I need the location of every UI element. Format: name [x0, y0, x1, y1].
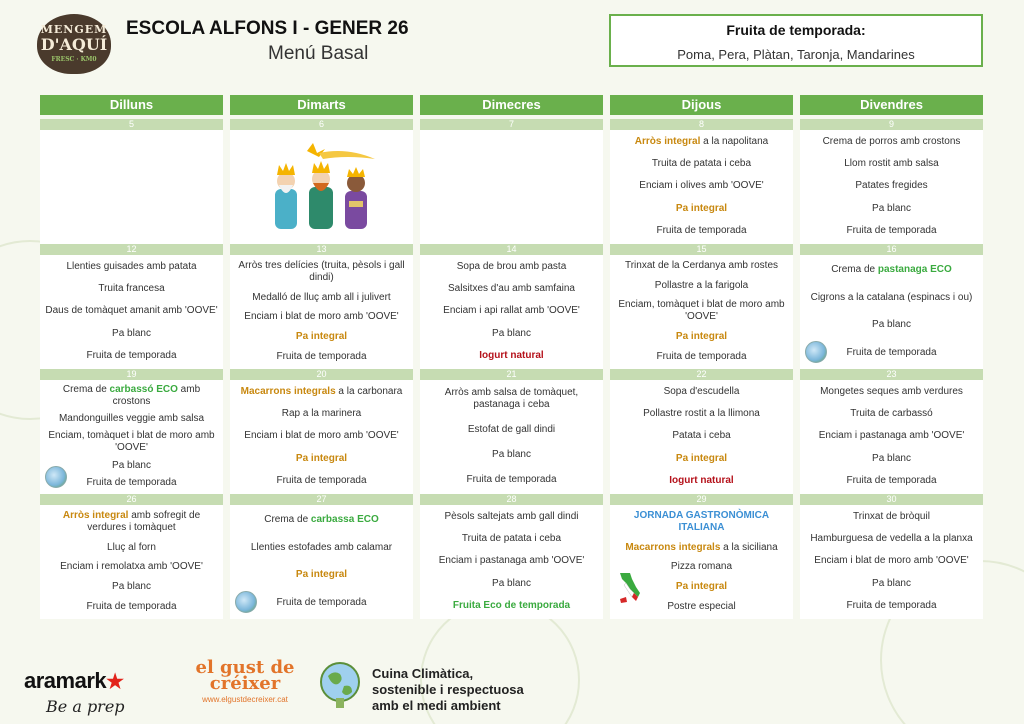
menu-item — [234, 311, 409, 323]
menu-item — [424, 305, 599, 317]
gust-de-creixer-logo — [185, 657, 305, 704]
menu-day-items — [800, 380, 983, 494]
menu-item — [234, 514, 409, 526]
menu-item — [614, 386, 789, 398]
day-number: 21 — [420, 369, 603, 380]
menu-day-cell — [40, 119, 223, 244]
menu-item — [614, 280, 789, 292]
day-number: 13 — [230, 244, 413, 255]
menu-day-items — [610, 505, 793, 619]
menu-item-text: Salsitxes d'au amb samfaina — [448, 283, 575, 295]
italy-map-icon — [616, 571, 642, 605]
menu-item — [804, 578, 979, 590]
menu-day-items — [420, 505, 603, 619]
menu-item — [614, 475, 789, 487]
climate-globe-icon — [318, 660, 362, 710]
menu-item-text: Iogurt natural — [669, 474, 734, 486]
menu-item-text: Fruita de temporada — [86, 477, 177, 489]
menu-item-text: Postre especial — [667, 601, 736, 613]
menu-item-text: carbassó ECO — [109, 383, 178, 395]
menu-item — [424, 511, 599, 523]
menu-item — [804, 319, 979, 331]
menu-day-items — [230, 130, 413, 244]
menu-item — [424, 533, 599, 545]
menu-item-text: Pa integral — [295, 452, 348, 464]
aramark-logo — [24, 668, 124, 694]
menu-item — [804, 533, 979, 545]
menu-item-text: Pa blanc — [492, 327, 531, 339]
menu-item-text: Pa integral — [675, 202, 728, 214]
menu-item-text: Cigrons a la catalana (espinacs i ou) — [810, 291, 973, 303]
day-number: 7 — [420, 119, 603, 130]
menu-item-text: Macarrons integrals — [240, 386, 336, 398]
menu-item — [804, 430, 979, 442]
menu-item — [44, 261, 219, 273]
menu-day-items — [800, 255, 983, 369]
menu-item-text: Mongetes seques amb verdures — [820, 386, 963, 398]
menu-item — [234, 386, 409, 398]
menu-item — [804, 453, 979, 465]
menu-item-text: Enciam i olives amb 'OOVE' — [639, 180, 764, 192]
menu-item-text: Trinxat de bròquil — [853, 511, 930, 523]
menu-item-text: Fruita de temporada — [846, 224, 937, 236]
menu-item-text: Pa blanc — [112, 581, 151, 593]
menu-item-text: Sopa d'escudella — [663, 386, 740, 398]
aramark-star-icon: ★ — [106, 671, 124, 693]
menu-item-text: Fruita de temporada — [86, 349, 177, 361]
menu-day-cell — [610, 494, 793, 619]
page-subtitle: Menú Basal — [268, 43, 369, 64]
menu-item-text: Pa integral — [675, 581, 728, 593]
menu-day-items — [800, 505, 983, 619]
menu-item-text: Fruita de temporada — [276, 597, 367, 609]
climate-globe-icon — [805, 341, 827, 363]
menu-item — [804, 386, 979, 398]
menu-item-text: Arròs integral — [634, 136, 701, 148]
menu-day-items — [40, 380, 223, 494]
menu-item-text: Enciam, tomàquet i blat de moro amb 'OOVE' — [48, 430, 215, 454]
logo-text: FRESC · KM0 — [51, 56, 97, 63]
menu-day-items — [230, 255, 413, 369]
menu-item-text: Trinxat de la Cerdanya amb rostes — [624, 259, 779, 271]
menu-item-text: Fruita de temporada — [276, 474, 367, 486]
menu-day-items — [40, 505, 223, 619]
menu-day-cell — [610, 369, 793, 494]
menu-day-items — [420, 255, 603, 369]
menu-item — [234, 408, 409, 420]
menu-item — [424, 555, 599, 567]
menu-item — [234, 351, 409, 363]
menu-item-text: Patates fregides — [855, 180, 928, 192]
day-header: Divendres — [800, 95, 983, 115]
logo-text: D'AQUÍ — [40, 35, 108, 54]
day-number: 29 — [610, 494, 793, 505]
menu-item — [614, 136, 789, 148]
menu-item — [234, 475, 409, 487]
menu-item — [804, 180, 979, 192]
day-number: 26 — [40, 494, 223, 505]
menu-item — [424, 600, 599, 612]
menu-item-text: a la carbonara — [335, 386, 403, 398]
menu-item — [804, 555, 979, 567]
menu-day-items — [420, 130, 603, 244]
menu-item — [614, 408, 789, 420]
menu-item — [424, 449, 599, 461]
day-number: 9 — [800, 119, 983, 130]
day-header: Dijous — [610, 95, 793, 115]
menu-item-text: Fruita de temporada — [846, 347, 937, 359]
menu-item — [614, 158, 789, 170]
menu-item — [614, 510, 789, 534]
menu-item — [234, 430, 409, 442]
menu-item-text: carbassa ECO — [310, 513, 379, 525]
menu-item — [804, 136, 979, 148]
day-number: 16 — [800, 244, 983, 255]
menu-item — [424, 283, 599, 295]
menu-item — [44, 413, 219, 425]
menu-item-text: JORNADA GASTRONÒMICA ITALIANA — [633, 509, 770, 533]
menu-item-text: Fruita de temporada — [656, 224, 747, 236]
menu-item-text: Crema de — [62, 383, 110, 395]
menu-day-items — [230, 380, 413, 494]
menu-item-text: Rap a la marinera — [281, 408, 362, 420]
menu-item-text: Arròs integral — [62, 509, 129, 521]
menu-item-text: Pa blanc — [872, 202, 911, 214]
menu-item — [44, 350, 219, 362]
cuina-line: Cuina Climàtica, — [372, 666, 474, 681]
menu-item — [614, 351, 789, 363]
menu-item — [804, 600, 979, 612]
day-number: 22 — [610, 369, 793, 380]
menu-day-cell — [230, 369, 413, 494]
day-number: 5 — [40, 119, 223, 130]
menu-item — [614, 542, 789, 554]
day-number: 12 — [40, 244, 223, 255]
climate-globe-icon — [235, 591, 257, 613]
menu-day-cell — [230, 119, 413, 244]
menu-item-text: amb crostons — [112, 383, 201, 407]
menu-item — [234, 569, 409, 581]
menu-item — [804, 347, 979, 359]
menu-item-text: Enciam i blat de moro amb 'OOVE' — [244, 430, 399, 442]
menu-item — [234, 260, 409, 284]
menu-item-text: Pa integral — [675, 452, 728, 464]
menu-item-text: Hamburguesa de vedella a la planxa — [810, 533, 973, 545]
menu-item — [614, 331, 789, 343]
mengem-daqui-logo — [37, 14, 111, 74]
menu-day-cell — [420, 244, 603, 369]
menu-item-text: Fruita de temporada — [466, 473, 557, 485]
logo-text: MENGEM — [40, 23, 108, 36]
menu-item — [614, 430, 789, 442]
day-number: 23 — [800, 369, 983, 380]
menu-item — [614, 203, 789, 215]
menu-item-text: Pa blanc — [112, 459, 151, 471]
menu-item — [614, 299, 789, 323]
menu-item-text: Sopa de brou amb pasta — [456, 261, 567, 273]
aramark-wordmark: aramark — [24, 668, 107, 693]
menu-item — [424, 261, 599, 273]
menu-day-cell — [40, 369, 223, 494]
menu-item-text: Pa blanc — [112, 327, 151, 339]
menu-calendar — [40, 95, 983, 619]
menu-day-cell — [40, 244, 223, 369]
menu-item-text: Truita de carbassó — [850, 408, 933, 420]
menu-item — [44, 305, 219, 317]
menu-item — [424, 424, 599, 436]
day-number: 20 — [230, 369, 413, 380]
menu-item-text: Mandonguilles veggie amb salsa — [58, 413, 205, 425]
menu-item-text: Llenties estofades amb calamar — [250, 541, 393, 553]
menu-day-items — [40, 130, 223, 244]
menu-item — [44, 542, 219, 554]
menu-item — [44, 601, 219, 613]
menu-item-text: Llom rostit amb salsa — [844, 158, 939, 170]
menu-day-cell — [800, 119, 983, 244]
day-number: 28 — [420, 494, 603, 505]
menu-item-text: Pa blanc — [872, 577, 911, 589]
menu-item — [804, 475, 979, 487]
menu-item — [44, 460, 219, 472]
seasonal-fruit-box — [609, 14, 983, 67]
menu-item — [44, 384, 219, 408]
menu-day-cell — [420, 119, 603, 244]
menu-item-text: Fruita Eco de temporada — [452, 599, 571, 611]
menu-item-text: Enciam i pastanaga amb 'OOVE' — [818, 430, 965, 442]
menu-item-text: amb sofregit de verdures i tomàquet — [87, 509, 201, 533]
menu-day-items — [610, 255, 793, 369]
menu-item-text: Fruita de temporada — [276, 351, 367, 363]
menu-item-text: Pa integral — [295, 331, 348, 343]
menu-item — [424, 474, 599, 486]
menu-item-text: Arròs amb salsa de tomàquet, pastanaga i ceba — [444, 387, 579, 411]
menu-item — [44, 561, 219, 573]
menu-item-text: Crema de — [264, 513, 311, 525]
menu-day-items — [420, 380, 603, 494]
three-kings-icon — [267, 141, 377, 233]
menu-item — [614, 180, 789, 192]
menu-week — [40, 244, 983, 369]
menu-day-items — [610, 380, 793, 494]
aramark-tagline: Be a prep — [46, 697, 125, 716]
menu-day-cell — [230, 494, 413, 619]
menu-item — [44, 430, 219, 454]
day-number: 27 — [230, 494, 413, 505]
menu-item — [804, 158, 979, 170]
menu-day-cell — [610, 244, 793, 369]
menu-item — [614, 260, 789, 272]
cuina-line: amb el medi ambient — [372, 698, 501, 713]
menu-day-items — [800, 130, 983, 244]
gust-url: www.elgustdecreixer.cat — [202, 695, 288, 704]
menu-item — [44, 477, 219, 489]
menu-day-cell — [420, 369, 603, 494]
menu-item-text: Pollastre rostit a la llimona — [643, 408, 760, 420]
cuina-climatica-text — [372, 666, 524, 714]
menu-item-text: Fruita de temporada — [846, 599, 937, 611]
menu-item-text: Pèsols saltejats amb gall dindi — [444, 511, 579, 523]
menu-item-text: Truita francesa — [98, 283, 165, 295]
menu-item-text: Macarrons integrals — [625, 541, 721, 553]
menu-item — [234, 542, 409, 554]
menu-item — [44, 283, 219, 295]
menu-item-text: Patata i ceba — [672, 430, 731, 442]
menu-item-text: Crema de porros amb crostons — [822, 136, 961, 148]
menu-item — [804, 511, 979, 523]
menu-day-items — [610, 130, 793, 244]
menu-item-text: a la napolitana — [700, 136, 769, 148]
menu-item-text: Iogurt natural — [479, 349, 544, 361]
day-number: 6 — [230, 119, 413, 130]
day-header: Dimarts — [230, 95, 413, 115]
menu-item-text: Fruita de temporada — [656, 351, 747, 363]
menu-item — [614, 225, 789, 237]
menu-item-text: Lluç al forn — [107, 541, 156, 553]
menu-item-text: Enciam i remolatxa amb 'OOVE' — [60, 561, 203, 573]
menu-item-text: Enciam i pastanaga amb 'OOVE' — [438, 555, 585, 567]
menu-item-text: Pizza romana — [670, 561, 733, 573]
menu-item — [44, 510, 219, 534]
menu-day-cell — [800, 494, 983, 619]
day-number: 8 — [610, 119, 793, 130]
menu-item — [234, 453, 409, 465]
cuina-line: sostenible i respectuosa — [372, 682, 524, 697]
menu-week — [40, 369, 983, 494]
seasonal-fruit-title: Fruita de temporada: — [726, 22, 866, 38]
menu-item-text: Pa blanc — [872, 319, 911, 331]
menu-item-text: Daus de tomàquet amanit amb 'OOVE' — [45, 305, 218, 317]
menu-day-cell — [800, 244, 983, 369]
day-number: 19 — [40, 369, 223, 380]
menu-week — [40, 119, 983, 244]
menu-item-text: pastanaga ECO — [877, 263, 952, 275]
menu-item — [44, 581, 219, 593]
menu-item-text: Enciam, tomàquet i blat de moro amb 'OOVE' — [618, 299, 785, 323]
gust-title: el gust de créixer — [195, 657, 295, 694]
menu-item — [804, 408, 979, 420]
menu-item-text: Arròs tres delícies (truita, pèsols i gall dindi) — [238, 259, 405, 283]
menu-item-text: Medalló de lluç amb all i julivert — [252, 291, 391, 303]
menu-item-text: a la siciliana — [720, 541, 778, 553]
menu-day-cell — [420, 494, 603, 619]
day-number: 14 — [420, 244, 603, 255]
menu-item-text: Fruita de temporada — [86, 601, 177, 613]
climate-globe-icon — [45, 466, 67, 488]
menu-day-items — [230, 505, 413, 619]
day-header: Dilluns — [40, 95, 223, 115]
menu-item — [804, 225, 979, 237]
menu-item-text: Enciam i blat de moro amb 'OOVE' — [814, 555, 969, 567]
menu-item — [234, 292, 409, 304]
menu-item-text: Pollastre a la farigola — [654, 279, 749, 291]
menu-item-text: Llenties guisades amb patata — [66, 261, 197, 273]
menu-item — [44, 328, 219, 340]
menu-item-text: Enciam i blat de moro amb 'OOVE' — [244, 311, 399, 323]
menu-item — [424, 387, 599, 411]
menu-item-text: Truita de patata i ceba — [651, 158, 752, 170]
menu-day-items — [40, 255, 223, 369]
menu-item-text: Crema de — [831, 263, 878, 275]
menu-item — [614, 453, 789, 465]
menu-item — [804, 203, 979, 215]
seasonal-fruit-list: Poma, Pera, Plàtan, Taronja, Mandarines — [677, 47, 915, 62]
menu-item-text: Truita de patata i ceba — [461, 533, 562, 545]
menu-item-text: Pa integral — [295, 569, 348, 581]
menu-week — [40, 494, 983, 619]
menu-item — [804, 292, 979, 304]
menu-item-text: Pa blanc — [492, 577, 531, 589]
day-number: 30 — [800, 494, 983, 505]
menu-item — [424, 578, 599, 590]
menu-item-text: Estofat de gall dindi — [467, 424, 556, 436]
menu-item — [424, 350, 599, 362]
menu-item-text: Fruita de temporada — [846, 474, 937, 486]
menu-day-cell — [40, 494, 223, 619]
menu-item — [424, 328, 599, 340]
menu-day-cell — [800, 369, 983, 494]
day-header: Dimecres — [420, 95, 603, 115]
menu-item-text: Pa blanc — [872, 452, 911, 464]
menu-item-text: Pa integral — [675, 331, 728, 343]
menu-item — [234, 597, 409, 609]
page-title: ESCOLA ALFONS I - GENER 26 — [126, 18, 409, 39]
menu-item-text: Pa blanc — [492, 448, 531, 460]
menu-item-text: Enciam i api rallat amb 'OOVE' — [443, 305, 580, 317]
menu-item — [804, 264, 979, 276]
menu-item — [234, 331, 409, 343]
menu-day-cell — [230, 244, 413, 369]
menu-day-cell — [610, 119, 793, 244]
day-number: 15 — [610, 244, 793, 255]
